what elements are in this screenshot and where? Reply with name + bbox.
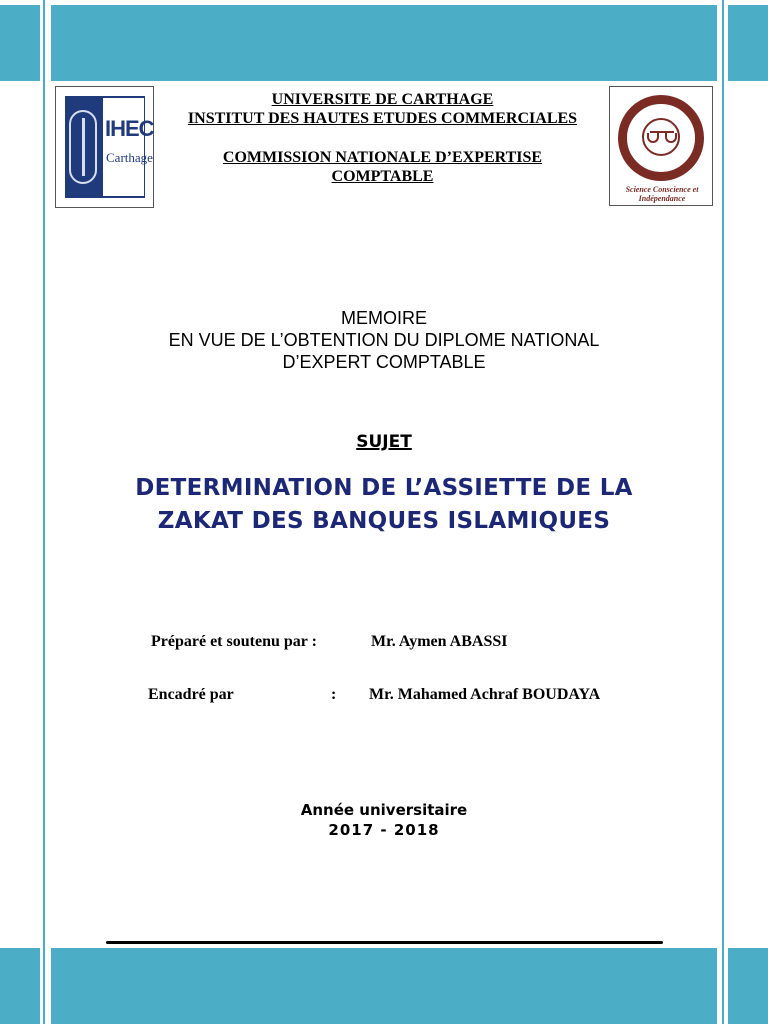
ihec-emblem-icon: [69, 110, 97, 184]
ihec-logo-text-panel: [103, 98, 154, 196]
thesis-title-line2: ZAKAT DES BANQUES ISLAMIQUES: [157, 508, 611, 534]
memoire-line1: MEMOIRE: [340, 308, 427, 328]
institution-header: [155, 90, 610, 186]
frame-band-bottom-left: [0, 948, 40, 1024]
academic-year-label: Année universitaire: [300, 801, 468, 819]
academic-year-value: 2017 - 2018: [328, 821, 440, 839]
ihec-logo-panel: [65, 96, 154, 198]
frame-band-top-right: [728, 5, 768, 81]
bottom-divider: [106, 941, 663, 944]
prepared-name: Mr. Aymen ABASSI: [371, 633, 508, 650]
commission-name-line2: COMPTABLE: [331, 168, 434, 185]
subject-label: SUJET: [356, 432, 412, 452]
supervised-name: Mr. Mahamed Achraf BOUDAYA: [369, 686, 601, 703]
frame-band-bottom-right: [728, 948, 768, 1024]
cnec-logo: [609, 86, 713, 206]
frame-band-top: [51, 5, 717, 81]
scales-icon: [650, 131, 674, 133]
header-spacer: [155, 128, 610, 148]
thesis-title: [40, 472, 728, 538]
cnec-logo-motto: Science Conscience et Indépendance: [625, 185, 699, 203]
frame-band-bottom: [51, 948, 717, 1024]
memoire-line3: D’EXPERT COMPTABLE: [282, 352, 486, 372]
commission-name-line1: COMMISSION NATIONALE D’EXPERTISE: [222, 149, 543, 166]
supervised-colon: :: [331, 686, 337, 703]
ihec-logo: [55, 86, 154, 208]
frame-band-top-left: [0, 5, 40, 81]
institute-name: INSTITUT DES HAUTES ETUDES COMMERCIALES: [187, 110, 578, 127]
university-name: UNIVERSITE DE CARTHAGE: [271, 91, 494, 108]
prepared-label: Préparé et soutenu par :: [151, 633, 317, 650]
memoire-block: [60, 307, 708, 373]
memoire-line2: EN VUE DE L’OBTENTION DU DIPLOME NATIONAL: [168, 330, 600, 350]
supervised-label: Encadré par: [148, 686, 234, 703]
thesis-title-line1: DETERMINATION DE L’ASSIETTE DE LA: [135, 475, 633, 501]
ihec-logo-subtext: Carthage: [106, 150, 153, 165]
ihec-logo-text: IHEC: [105, 116, 154, 141]
